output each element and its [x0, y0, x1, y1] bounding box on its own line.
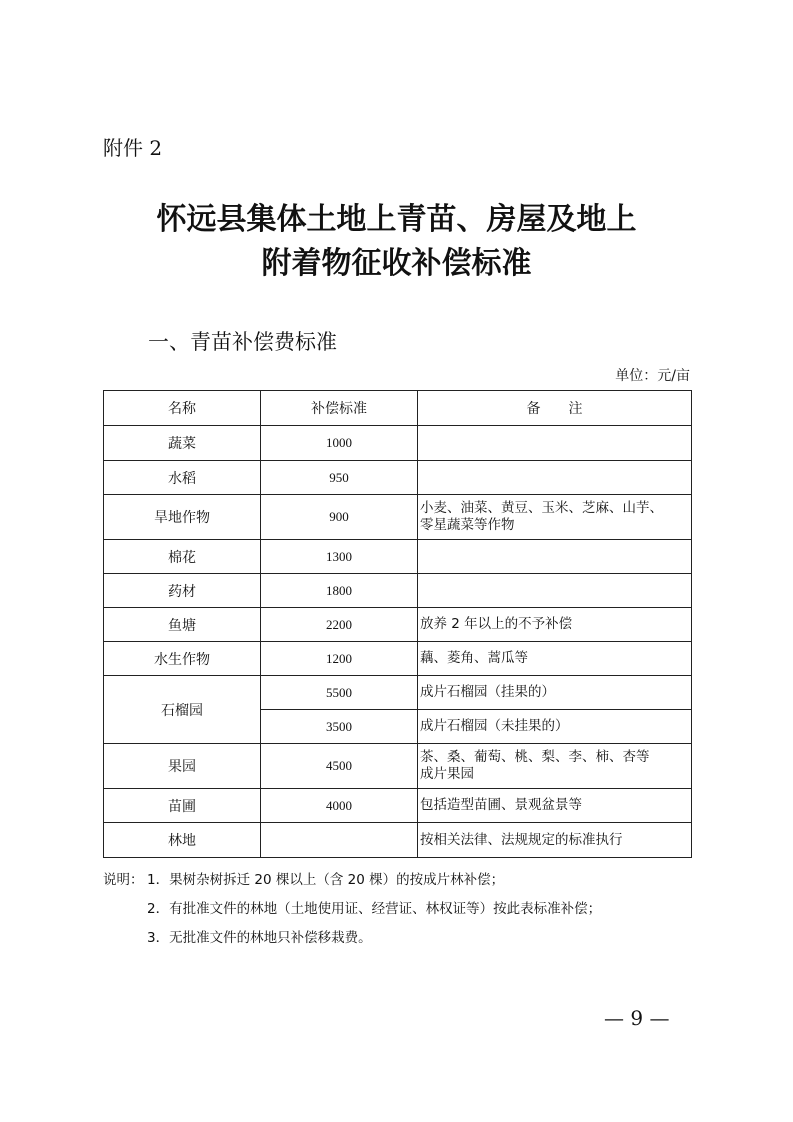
row-note: 成片石榴园（挂果的）	[418, 676, 692, 710]
row-name: 石榴园	[104, 676, 261, 744]
row-note	[418, 540, 692, 574]
row-note	[418, 426, 692, 461]
notes-label: 说明：	[103, 872, 144, 888]
row-note: 按相关法律、法规规定的标准执行	[418, 823, 692, 858]
row-name: 棉花	[104, 540, 261, 574]
row-standard: 1800	[261, 574, 418, 608]
title-line-1: 怀远县集体土地上青苗、房屋及地上	[156, 202, 637, 237]
attachment-label: 附件 2	[103, 136, 163, 160]
row-name: 鱼塘	[104, 608, 261, 642]
row-name: 果园	[104, 744, 261, 789]
title-line-2: 附着物征收补偿标准	[261, 246, 532, 281]
note-line	[103, 928, 703, 957]
note-item: 2．有批准文件的林地（土地使用证、经营证、林权证等）按此表标准补偿；	[147, 901, 602, 917]
note-line	[103, 870, 703, 899]
table-row	[104, 823, 692, 858]
table-row	[104, 574, 692, 608]
table-row	[104, 744, 692, 789]
table-row	[104, 642, 692, 676]
row-name: 水生作物	[104, 642, 261, 676]
row-note	[418, 461, 692, 495]
row-note: 茶、桑、葡萄、桃、梨、李、柿、杏等 成片果园	[418, 744, 692, 789]
row-standard: 1000	[261, 426, 418, 461]
compensation-table	[103, 390, 692, 858]
row-note: 小麦、油菜、黄豆、玉米、芝麻、山芋、 零星蔬菜等作物	[418, 495, 692, 540]
table-row	[104, 426, 692, 461]
section-heading: 一、青苗补偿费标准	[148, 330, 337, 354]
row-note: 放养 2 年以上的不予补偿	[418, 608, 692, 642]
table-row	[104, 540, 692, 574]
table-row	[104, 608, 692, 642]
row-note: 包括造型苗圃、景观盆景等	[418, 789, 692, 823]
row-standard	[261, 823, 418, 858]
row-standard: 1300	[261, 540, 418, 574]
page-number: — 9 —	[604, 1006, 670, 1030]
row-note: 成片石榴园（未挂果的）	[418, 710, 692, 744]
table-row	[104, 676, 692, 710]
header-note: 备 注	[418, 391, 692, 426]
unit-label: 单位：元/亩	[615, 368, 690, 384]
document-title	[0, 198, 793, 286]
row-standard: 2200	[261, 608, 418, 642]
row-standard: 3500	[261, 710, 418, 744]
row-note: 藕、菱角、蒿瓜等	[418, 642, 692, 676]
table-row	[104, 461, 692, 495]
note-item: 3．无批准文件的林地只补偿移栽费。	[147, 930, 372, 946]
header-standard: 补偿标准	[261, 391, 418, 426]
row-standard: 1200	[261, 642, 418, 676]
table-row	[104, 789, 692, 823]
row-standard: 4000	[261, 789, 418, 823]
row-note	[418, 574, 692, 608]
table-header-row	[104, 391, 692, 426]
row-name: 蔬菜	[104, 426, 261, 461]
row-standard: 950	[261, 461, 418, 495]
row-standard: 900	[261, 495, 418, 540]
note-item: 1．果树杂树拆迁 20 棵以上（含 20 棵）的按成片林补偿；	[147, 872, 505, 888]
row-standard: 4500	[261, 744, 418, 789]
notes-section	[103, 870, 703, 957]
row-name: 林地	[104, 823, 261, 858]
row-name: 水稻	[104, 461, 261, 495]
table-row	[104, 495, 692, 540]
row-name: 药材	[104, 574, 261, 608]
header-name: 名称	[104, 391, 261, 426]
note-line	[103, 899, 703, 928]
row-standard: 5500	[261, 676, 418, 710]
row-name: 苗圃	[104, 789, 261, 823]
row-name: 旱地作物	[104, 495, 261, 540]
